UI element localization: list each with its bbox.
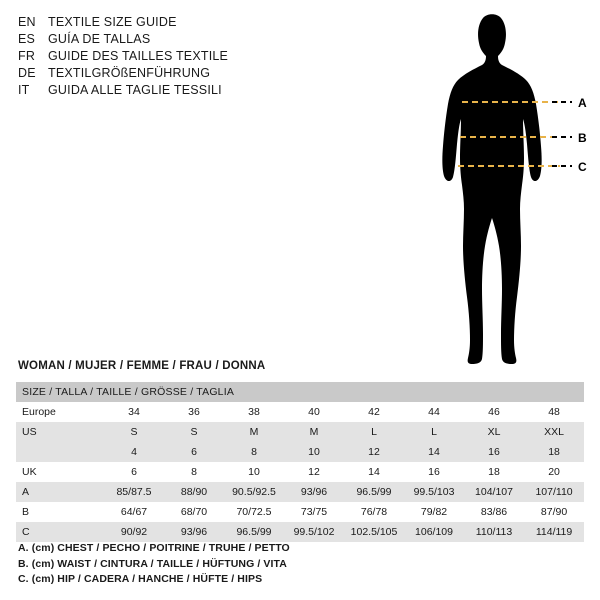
cell: 85/87.5 (104, 482, 164, 502)
cell: 99.5/103 (404, 482, 464, 502)
cell: 6 (164, 442, 224, 462)
language-row-es (18, 31, 318, 48)
cell: XXL (524, 422, 584, 442)
language-row-de (18, 65, 318, 82)
measurement-legend (18, 541, 290, 588)
cell: L (344, 422, 404, 442)
cell: XL (464, 422, 524, 442)
cell: 114/119 (524, 522, 584, 542)
table-row (16, 442, 584, 462)
cell: 46 (464, 402, 524, 422)
table-row (16, 522, 584, 542)
cell: 73/75 (284, 502, 344, 522)
table-header-row (16, 382, 584, 402)
cell: 14 (404, 442, 464, 462)
female-body-figure (400, 6, 595, 376)
table-row (16, 482, 584, 502)
cell: M (224, 422, 284, 442)
cell: 79/82 (404, 502, 464, 522)
table-row (16, 422, 584, 442)
cell: M (284, 422, 344, 442)
cell: 96.5/99 (344, 482, 404, 502)
language-code-en: EN (18, 15, 36, 29)
cell: 40 (284, 402, 344, 422)
cell: 38 (224, 402, 284, 422)
row-label-europe: Europe (16, 402, 104, 422)
cell: 8 (224, 442, 284, 462)
table-row (16, 502, 584, 522)
legend-line-c: C. (cm) HIP / CADERA / HANCHE / HÜFTE / HIPS (18, 573, 263, 585)
language-code-it: IT (18, 83, 30, 97)
language-text-es: GUÍA DE TALLAS (48, 32, 151, 46)
cell: 10 (224, 462, 284, 482)
cell: 106/109 (404, 522, 464, 542)
cell: 34 (104, 402, 164, 422)
legend-line-a: A. (cm) CHEST / PECHO / POITRINE / TRUHE / PETTO (18, 542, 290, 554)
cell: 90/92 (104, 522, 164, 542)
row-label-a: A (16, 482, 104, 502)
cell: 99.5/102 (284, 522, 344, 542)
measure-label-a: A (578, 96, 587, 110)
cell: 36 (164, 402, 224, 422)
row-label-c: C (16, 522, 104, 542)
language-code-de: DE (18, 66, 36, 80)
cell: 70/72.5 (224, 502, 284, 522)
cell: 83/86 (464, 502, 524, 522)
cell: 88/90 (164, 482, 224, 502)
cell: 76/78 (344, 502, 404, 522)
cell: S (104, 422, 164, 442)
cell: 107/110 (524, 482, 584, 502)
cell: 6 (104, 462, 164, 482)
cell: 20 (524, 462, 584, 482)
measure-label-b: B (578, 131, 587, 145)
language-title-block (18, 14, 318, 99)
table-row (16, 462, 584, 482)
cell: 93/96 (284, 482, 344, 502)
cell: 110/113 (464, 522, 524, 542)
cell: 104/107 (464, 482, 524, 502)
cell: 93/96 (164, 522, 224, 542)
section-heading-woman: WOMAN / MUJER / FEMME / FRAU / DONNA (18, 360, 266, 372)
cell: 64/67 (104, 502, 164, 522)
measure-label-c: C (578, 160, 587, 174)
language-text-en: TEXTILE SIZE GUIDE (48, 15, 177, 29)
language-code-es: ES (18, 32, 36, 46)
row-label-uk: UK (16, 462, 104, 482)
cell: S (164, 422, 224, 442)
cell: 10 (284, 442, 344, 462)
size-table-wrapper (16, 382, 584, 542)
cell: 102.5/105 (344, 522, 404, 542)
cell: 16 (464, 442, 524, 462)
row-label-us: US (16, 422, 104, 442)
cell: 87/90 (524, 502, 584, 522)
cell: 12 (284, 462, 344, 482)
cell: 4 (104, 442, 164, 462)
language-code-fr: FR (18, 49, 36, 63)
language-text-fr: GUIDE DES TAILLES TEXTILE (48, 49, 229, 63)
cell: 18 (524, 442, 584, 462)
legend-line-b: B. (cm) WAIST / CINTURA / TAILLE / HÜFTUNG / VITA (18, 557, 287, 570)
cell: 68/70 (164, 502, 224, 522)
cell: 16 (404, 462, 464, 482)
cell: 90.5/92.5 (224, 482, 284, 502)
cell: 42 (344, 402, 404, 422)
cell: 14 (344, 462, 404, 482)
row-label-b: B (16, 502, 104, 522)
table-row (16, 402, 584, 422)
table-header-cell: SIZE / TALLA / TAILLE / GRÖSSE / TAGLIA (16, 382, 584, 402)
cell: 18 (464, 462, 524, 482)
cell: 12 (344, 442, 404, 462)
cell: 44 (404, 402, 464, 422)
language-text-de: TEXTILGRÖßENFÜHRUNG (48, 66, 211, 80)
size-table (16, 382, 584, 542)
body-silhouette-icon (442, 14, 541, 364)
language-row-fr (18, 48, 318, 65)
language-row-en (18, 14, 318, 31)
row-label-us-numeric (16, 442, 104, 462)
cell: 48 (524, 402, 584, 422)
language-row-it (18, 82, 318, 99)
cell: L (404, 422, 464, 442)
cell: 96.5/99 (224, 522, 284, 542)
language-text-it: GUIDA ALLE TAGLIE TESSILI (48, 83, 222, 97)
cell: 8 (164, 462, 224, 482)
